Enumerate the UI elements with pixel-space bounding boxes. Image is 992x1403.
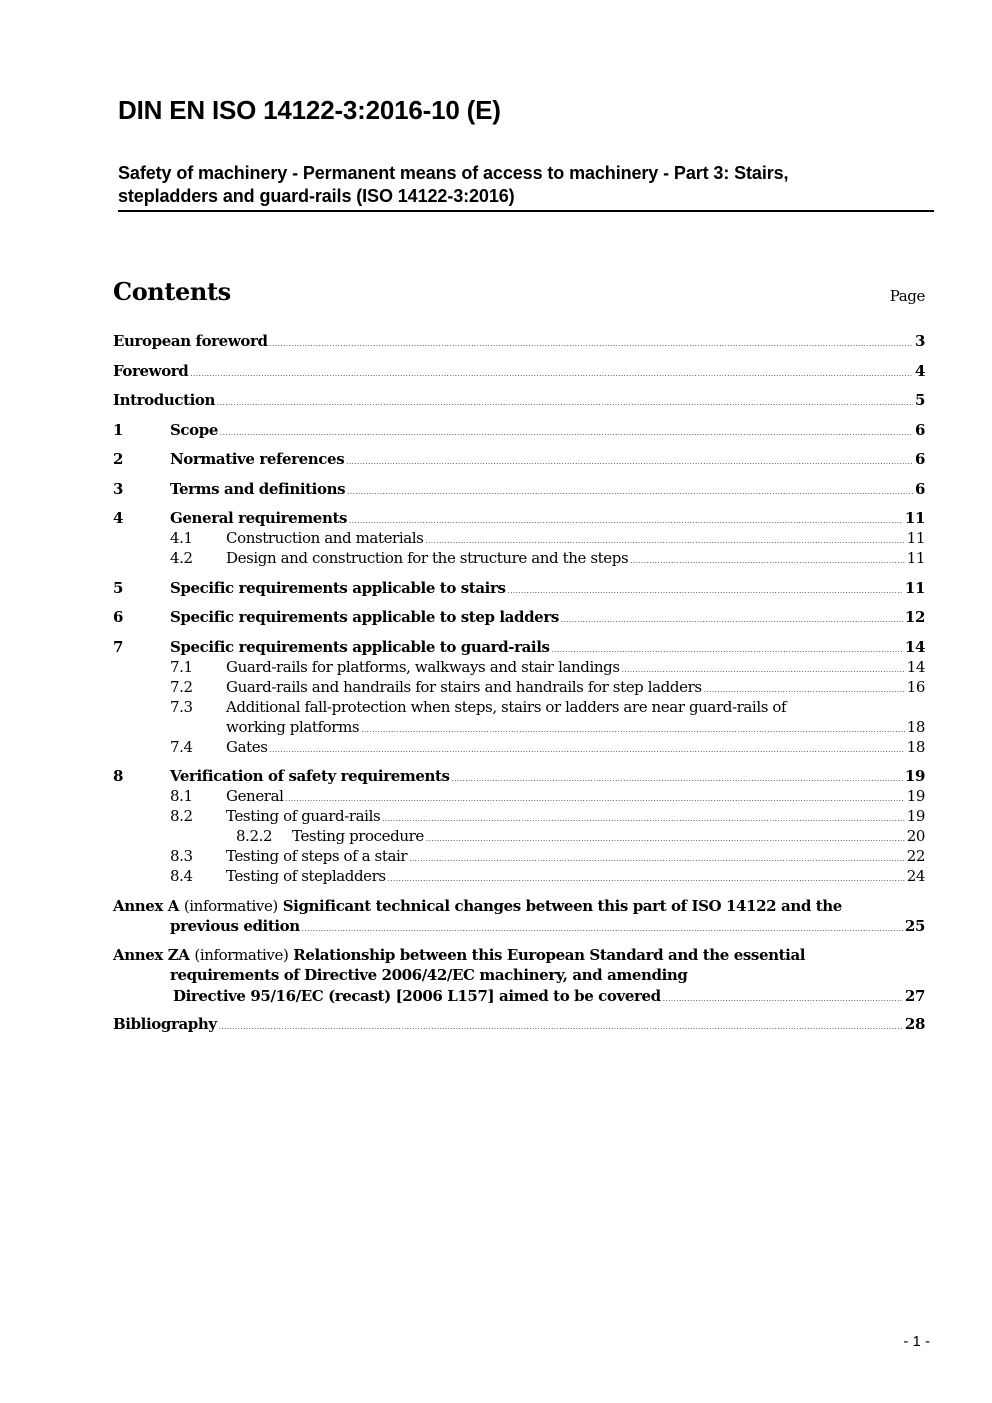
- toc-page: 25: [904, 916, 925, 935]
- toc-entry-section-7-2[interactable]: [113, 677, 925, 697]
- toc-entry-section-8[interactable]: [113, 766, 925, 786]
- toc-title: European foreword: [113, 332, 268, 350]
- toc-entry-line: [113, 896, 925, 916]
- toc-entry-section-7-3[interactable]: [113, 697, 925, 737]
- toc-title: Specific requirements applicable to step ladders: [170, 608, 559, 626]
- dot-leader: [561, 610, 903, 630]
- dot-leader: [347, 482, 913, 502]
- toc-entry-section-8-1[interactable]: [113, 786, 925, 806]
- dot-leader: [382, 809, 904, 829]
- toc-title: Testing procedure: [292, 827, 424, 845]
- toc-page: 6: [914, 450, 925, 468]
- dot-leader: [220, 423, 913, 443]
- dot-leader: [663, 988, 903, 1010]
- toc-number: 8.3: [170, 847, 193, 865]
- toc-page: 28: [904, 1015, 925, 1033]
- toc-entry-foreword[interactable]: [113, 361, 925, 381]
- toc-entry-line: [113, 965, 925, 985]
- toc-page: 11: [906, 529, 925, 547]
- toc-title: Testing of steps of a stair: [226, 847, 408, 865]
- toc-number: 7.4: [170, 737, 193, 756]
- toc-page: 5: [914, 391, 925, 409]
- toc-title: General: [226, 787, 284, 805]
- toc-number: 7: [113, 637, 124, 656]
- annex-label: Annex A: [113, 896, 179, 915]
- dot-leader: [361, 720, 905, 740]
- dot-leader: [217, 393, 913, 413]
- toc-title: Specific requirements applicable to stairs: [170, 578, 506, 597]
- toc-entry-section-6[interactable]: [113, 607, 925, 627]
- subtitle-line: Safety of machinery - Permanent means of access to machinery - Part 3: Stairs,: [118, 163, 789, 183]
- dot-leader: [630, 551, 904, 571]
- toc-page: 18: [906, 717, 925, 736]
- toc-entry-section-3[interactable]: [113, 479, 925, 499]
- toc-page: 11: [906, 549, 925, 567]
- subtitle-line: stepladders and guard-rails (ISO 14122-3:2016): [118, 185, 515, 206]
- dot-leader: [452, 769, 903, 789]
- toc-page: 24: [906, 867, 925, 885]
- dot-leader: [349, 511, 903, 531]
- toc-number: 6: [113, 608, 124, 626]
- toc-title: Gates: [226, 737, 268, 756]
- dot-leader: [388, 869, 905, 889]
- dot-leader: [190, 364, 913, 384]
- toc-page: 14: [904, 637, 925, 656]
- toc-title: Construction and materials: [226, 529, 424, 547]
- toc-entry-section-7[interactable]: [113, 637, 925, 657]
- toc-number: 3: [113, 479, 124, 498]
- toc-title: Directive 95/16/EC (recast) [2006 L157] aimed to be covered: [173, 987, 661, 1005]
- toc-entry-section-7-4[interactable]: [113, 737, 925, 757]
- toc-page: 18: [906, 737, 925, 756]
- toc-number: 4: [113, 509, 124, 527]
- toc-title: Additional fall-protection when steps, stairs or ladders are near guard-rails of: [226, 697, 787, 716]
- toc-page: 3: [914, 332, 925, 350]
- table-of-contents: [113, 331, 925, 1034]
- toc-number: 8.4: [170, 867, 193, 885]
- toc-entry-section-4-1[interactable]: [113, 528, 925, 548]
- annex-note: (informative): [183, 896, 278, 915]
- dot-leader: [219, 1017, 903, 1037]
- toc-entry-european-foreword[interactable]: [113, 331, 925, 351]
- toc-entry-line: [113, 916, 925, 936]
- annex-label: Annex ZA: [113, 946, 190, 964]
- toc-title: Testing of stepladders: [226, 867, 386, 885]
- page-column-label: Page: [889, 287, 925, 305]
- toc-title: Verification of safety requirements: [170, 767, 450, 785]
- header-rule: [118, 210, 934, 212]
- toc-number: 8: [113, 767, 124, 785]
- toc-number: 2: [113, 450, 124, 468]
- toc-title: Design and construction for the structure and the steps: [226, 549, 629, 567]
- toc-entry-section-4[interactable]: [113, 508, 925, 528]
- toc-title: Normative references: [170, 450, 345, 468]
- toc-entry-line: [113, 945, 925, 965]
- toc-page: 22: [906, 847, 925, 865]
- toc-page: 12: [904, 608, 925, 626]
- toc-entry-annex-a[interactable]: [113, 896, 925, 936]
- toc-page: 6: [914, 479, 925, 498]
- dot-leader: [426, 829, 905, 849]
- dot-leader: [302, 919, 903, 939]
- toc-entry-bibliography[interactable]: [113, 1014, 925, 1034]
- dot-leader: [270, 740, 905, 760]
- toc-title: Foreword: [113, 361, 189, 380]
- toc-title: previous edition: [170, 916, 300, 935]
- toc-page: 11: [904, 578, 925, 597]
- toc-number: 8.2.2: [236, 827, 273, 845]
- annex-note: (informative): [194, 946, 289, 964]
- toc-number: 8.2: [170, 807, 193, 825]
- toc-entry-line: [113, 717, 925, 737]
- toc-page: 19: [906, 807, 925, 825]
- toc-entry-section-8-2[interactable]: [113, 806, 925, 826]
- toc-title: Testing of guard-rails: [226, 807, 381, 825]
- toc-title: Relationship between this European Standard and the essential: [293, 946, 806, 964]
- toc-number: 7.3: [170, 697, 193, 716]
- toc-page: 16: [906, 677, 925, 696]
- toc-page: 11: [904, 509, 925, 527]
- toc-title: Scope: [170, 420, 219, 439]
- toc-entry-annex-za[interactable]: [113, 945, 925, 1007]
- toc-entry-line: [113, 697, 925, 717]
- toc-number: 4.1: [170, 529, 193, 547]
- toc-page: 6: [914, 420, 925, 439]
- toc-title: Guard-rails for platforms, walkways and stair landings: [226, 657, 620, 676]
- toc-number: 8.1: [170, 787, 193, 805]
- toc-page: 14: [906, 657, 925, 676]
- toc-entry-section-8-3[interactable]: [113, 846, 925, 866]
- toc-title: Bibliography: [113, 1015, 217, 1033]
- toc-number: 7.1: [170, 657, 193, 676]
- toc-entry-section-5[interactable]: [113, 578, 925, 598]
- toc-page: 20: [906, 827, 925, 845]
- toc-number: 1: [113, 420, 124, 439]
- toc-title: Introduction: [113, 391, 216, 409]
- toc-title: Guard-rails and handrails for stairs and handrails for step ladders: [226, 677, 702, 696]
- toc-title: General requirements: [170, 509, 348, 527]
- toc-entry-section-2[interactable]: [113, 449, 925, 469]
- toc-entry-introduction[interactable]: [113, 390, 925, 410]
- dot-leader: [270, 334, 913, 354]
- toc-entry-section-1[interactable]: [113, 420, 925, 440]
- page-number: - 1 -: [903, 1333, 930, 1350]
- toc-entry-section-8-2-2[interactable]: [113, 826, 925, 846]
- toc-number: 5: [113, 578, 124, 597]
- toc-page: 4: [914, 361, 925, 380]
- toc-page: 19: [906, 787, 925, 805]
- toc-title: working platforms: [226, 717, 360, 736]
- toc-title: Significant technical changes between this part of ISO 14122 and the: [282, 896, 842, 915]
- toc-entry-section-7-1[interactable]: [113, 657, 925, 677]
- toc-page: 19: [904, 767, 925, 785]
- toc-title: requirements of Directive 2006/42/EC machinery, and amending: [170, 966, 688, 984]
- dot-leader: [346, 452, 913, 472]
- dot-leader: [508, 581, 903, 601]
- toc-entry-section-8-4[interactable]: [113, 866, 925, 886]
- toc-number: 7.2: [170, 677, 193, 696]
- document-id: DIN EN ISO 14122-3:2016-10 (E): [118, 95, 501, 125]
- toc-number: 4.2: [170, 549, 193, 567]
- toc-title: Specific requirements applicable to guard-rails: [170, 637, 550, 656]
- toc-entry-line: [113, 985, 925, 1007]
- dot-leader: [409, 849, 905, 869]
- toc-entry-section-4-2[interactable]: [113, 548, 925, 568]
- contents-heading: Contents: [113, 277, 231, 306]
- document-subtitle: [118, 162, 934, 207]
- toc-page: 27: [904, 987, 925, 1005]
- toc-title: Terms and definitions: [170, 479, 346, 498]
